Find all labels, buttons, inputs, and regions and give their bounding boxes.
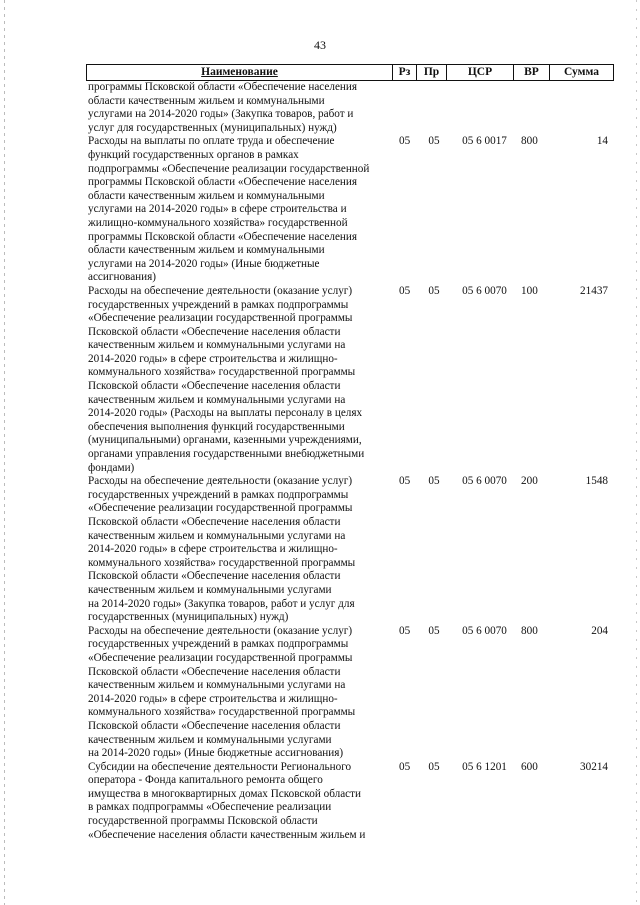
row-vr: 800: [521, 624, 538, 637]
row-csr: 05 6 0070: [462, 624, 507, 637]
header-csr: ЦСР: [447, 65, 514, 80]
table-body: [88, 81, 614, 842]
header-rz: Рз: [393, 65, 417, 80]
row-name: Расходы на выплаты по оплате труда и обеспечение функций государственных органов в рамках подпрограммы «Обеспечение реализации государственной программы Псковской области «Обеспечение населения области качественным жильем и коммунальными услугами на 2014-2020 годы» в сфере строительства и жилищно-коммунального хозяйства» государственной программы Псковской области «Обеспечение населения области качественным жильем и коммунальными услугами на 2014-2020 годы» (Иные бюджетные ассигнования): [88, 135, 370, 284]
row-sum: 21437: [580, 284, 608, 297]
table-header: [86, 64, 614, 81]
table-row: [88, 81, 614, 135]
row-name: Расходы на обеспечение деятельности (оказание услуг) государственных учреждений в рамках подпрограммы «Обеспечение реализации государственной программы Псковской области «Обеспечение населения области качественным жильем и коммунальными услугами на 2014-2020 годы» в сфере строительства и жилищно- коммунального хозяйства» государственной программы Псковской области «Обеспечение населения области качественным жильем и коммунальными услугами на 2014-2020 годы» (Закупка товаров, работ и услуг для государственных (муниципальных) нужд): [88, 475, 356, 624]
header-name: Наименование: [87, 65, 393, 80]
row-vr: 100: [521, 284, 538, 297]
row-sum: 30214: [580, 760, 608, 773]
row-vr: 200: [521, 475, 538, 488]
row-rz: 05: [399, 284, 411, 297]
row-name: Субсидии на обеспечение деятельности Регионального оператора - Фонда капитального ремонта общего имущества в многоквартирных домах Псковской области в рамках подпрограммы «Обеспечение реализации государственной программы Псковской области «Обеспечение населения области качественным жильем и: [88, 760, 366, 841]
row-csr: 05 6 1201: [462, 760, 507, 773]
row-rz: 05: [399, 760, 411, 773]
table-row: [88, 135, 614, 285]
row-pr: 05: [428, 624, 440, 637]
row-name: программы Псковской области «Обеспечение населения области качественным жильем и коммунальными услугами на 2014-2020 годы» (Закупка товаров, работ и услуг для государственных (муниципальных) нужд): [88, 81, 358, 134]
row-pr: 05: [428, 284, 440, 297]
row-vr: 600: [521, 760, 538, 773]
header-sum: Сумма: [564, 66, 599, 78]
row-rz: 05: [399, 475, 411, 488]
table-row: [88, 475, 614, 625]
row-csr: 05 6 0070: [462, 475, 507, 488]
row-csr: 05 6 0017: [462, 135, 507, 148]
row-pr: 05: [428, 760, 440, 773]
table-row: [88, 761, 614, 843]
page-number: 43: [314, 38, 326, 52]
row-csr: 05 6 0070: [462, 284, 507, 297]
row-rz: 05: [399, 624, 411, 637]
row-rz: 05: [399, 135, 411, 148]
row-sum: 1548: [585, 475, 608, 488]
row-sum: 204: [591, 624, 608, 637]
scan-edge-right: [636, 0, 637, 905]
row-name: Расходы на обеспечение деятельности (оказание услуг) государственных учреждений в рамках подпрограммы «Обеспечение реализации государственной программы Псковской области «Обеспечение населения области качественным жильем и коммунальными услугами на 2014-2020 годы» в сфере строительства и жилищно- коммунального хозяйства» государственной программы Псковской области «Обеспечение населения области качественным жильем и коммунальными услугами на 2014-2020 годы» (Иные бюджетные ассигнования): [88, 624, 356, 760]
row-name: Расходы на обеспечение деятельности (оказание услуг) государственных учреждений в рамках подпрограммы «Обеспечение реализации государственной программы Псковской области «Обеспечение населения области качественным жильем и коммунальными услугами на 2014-2020 годы» в сфере строительства и жилищно- коммунального хозяйства» государственной программы Псковской области «Обеспечение населения области качественным жильем и коммунальными услугами на 2014-2020 годы» (Расходы на выплаты персоналу в целях обеспечения выполнения функций государственными (муниципальными) органами, казенными учреждениями, органами управления государственными внебюджетными фондами): [88, 284, 365, 474]
table-row: [88, 625, 614, 761]
header-vr: ВР: [514, 65, 550, 80]
table-row: [88, 285, 614, 475]
scan-edge-left: [4, 0, 5, 905]
row-vr: 800: [521, 135, 538, 148]
row-pr: 05: [428, 135, 440, 148]
row-sum: 14: [596, 135, 608, 148]
header-pr: Пр: [417, 65, 447, 80]
row-pr: 05: [428, 475, 440, 488]
